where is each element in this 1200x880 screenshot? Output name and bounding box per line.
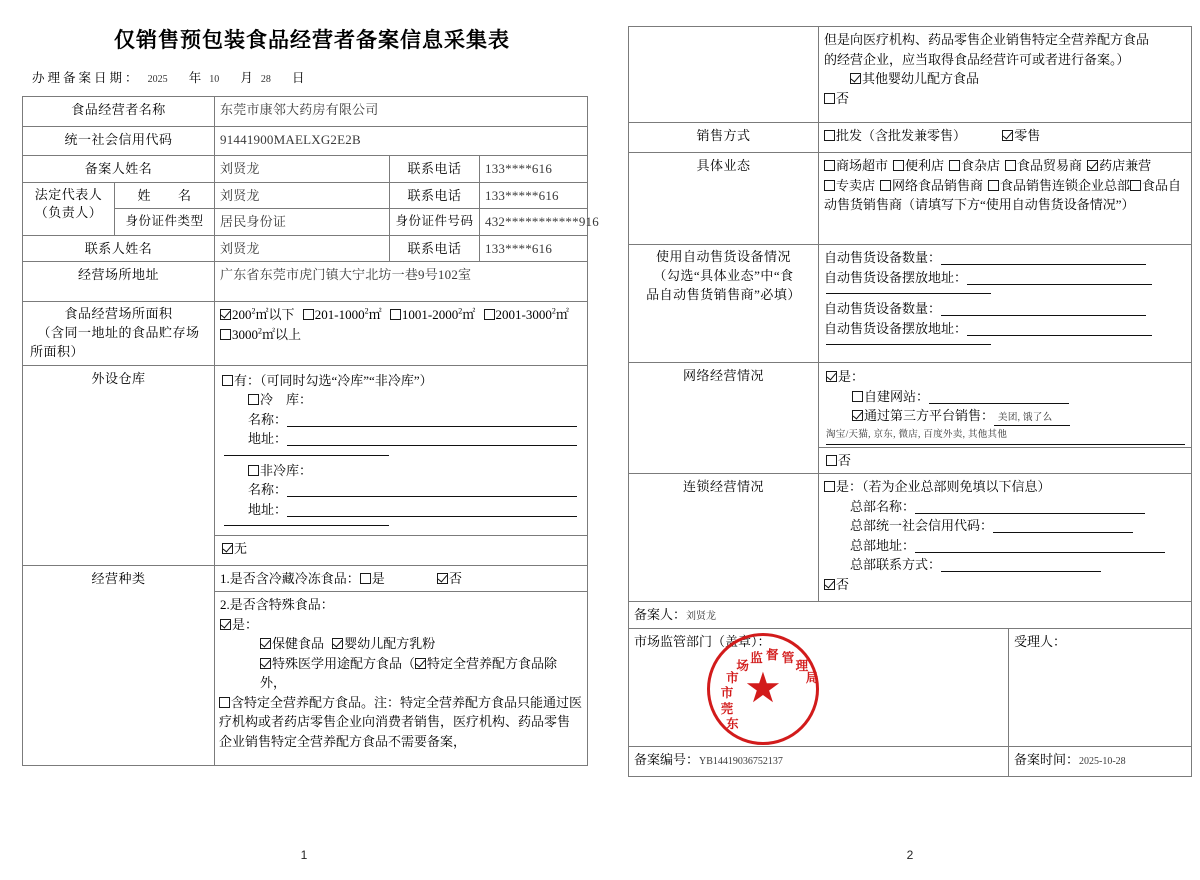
continuation-line-2: 的经营企业，应当取得食品经营许可或者进行备案。） bbox=[824, 51, 1130, 67]
format-option-trader[interactable]: 食品贸易商 bbox=[1005, 156, 1082, 176]
page-2 bbox=[620, 0, 1200, 880]
filer-signature-cell bbox=[629, 602, 1192, 629]
checkbox-icon[interactable] bbox=[880, 180, 891, 191]
sales-mode-retail[interactable]: 零售 bbox=[1002, 126, 1040, 146]
area-option-200[interactable]: $200^2㎡$以下 bbox=[220, 305, 295, 325]
table-row-sales-mode bbox=[629, 123, 1192, 153]
vending-count-input-1[interactable] bbox=[941, 251, 1146, 265]
id-type-label: 身份证件类型 bbox=[115, 209, 215, 236]
record-time-label: 备案时间： bbox=[1014, 751, 1080, 767]
filing-date-line bbox=[32, 68, 594, 86]
checkbox-icon[interactable] bbox=[1087, 160, 1098, 171]
table-row-credit-code bbox=[23, 127, 588, 156]
operator-name-label: 食品经营者名称 bbox=[23, 97, 215, 127]
online-no-option[interactable]: 否 bbox=[819, 447, 1191, 474]
record-time-value: 2025-10-28 bbox=[1079, 755, 1126, 767]
filing-date-label: 办理备案日期： bbox=[32, 71, 141, 85]
warehouse-cold-addr-rule bbox=[224, 454, 389, 456]
checkbox-icon[interactable] bbox=[824, 160, 835, 171]
q2-infant-formula[interactable]: 婴幼儿配方乳粉 bbox=[332, 634, 435, 654]
checkbox-icon[interactable] bbox=[826, 371, 837, 382]
vending-addr-2: 自动售货设备摆放地址： bbox=[824, 319, 1186, 339]
table-row-contact bbox=[23, 235, 588, 262]
id-number-value: 432***********916 bbox=[480, 209, 588, 236]
id-number-label: 身份证件号码 bbox=[390, 209, 480, 236]
checkbox-icon[interactable] bbox=[222, 543, 233, 554]
table-row-filer bbox=[23, 156, 588, 183]
q2-sub-row1 bbox=[220, 634, 582, 654]
warehouse-has-option[interactable]: 有：（可同时勾选“冷库”“非冷库”） bbox=[222, 371, 581, 391]
checkbox-icon[interactable] bbox=[484, 309, 495, 320]
format-option-online[interactable]: 网络食品销售商 bbox=[880, 176, 983, 196]
id-type-value: 居民身份证 bbox=[215, 209, 390, 236]
checkbox-icon[interactable] bbox=[893, 160, 904, 171]
sales-mode-wholesale[interactable]: 批发（含批发兼零售） bbox=[824, 126, 966, 146]
format-option-vending[interactable]: 食品自动售货销售商（请填写下方“使用自动售货设备情况”） bbox=[824, 177, 1182, 212]
chain-yes-option[interactable]: 是：（若为企业总部则免填以下信息） bbox=[824, 477, 1186, 497]
chain-hq-contact: 总部联系方式： bbox=[824, 555, 1186, 575]
warehouse-none-option[interactable]: 无 bbox=[215, 535, 587, 562]
vending-rule-2 bbox=[826, 343, 991, 345]
day-char: 日 bbox=[292, 71, 305, 85]
seal-star-icon: ★ bbox=[744, 665, 782, 712]
credit-code-value: 91441900MAELXG2E2B bbox=[215, 127, 588, 156]
authority-cell bbox=[629, 628, 1009, 746]
checkbox-icon[interactable] bbox=[260, 638, 271, 649]
acceptor-cell bbox=[1009, 628, 1192, 746]
warehouse-has-block bbox=[215, 366, 587, 536]
checkbox-icon[interactable] bbox=[1005, 160, 1016, 171]
q2-special-included[interactable]: 含特定全营养配方食品。注：特定全营养配方食品只能通过医疗机构或者药店零售企业向消费者销售，医疗机构、药品零售企业销售特定全营养配方食品不需要备案， bbox=[219, 694, 583, 749]
checkbox-icon[interactable] bbox=[415, 658, 426, 669]
table-row-operator-name bbox=[23, 97, 588, 127]
checkbox-icon[interactable] bbox=[248, 465, 259, 476]
warehouse-noncold-addr-rule bbox=[224, 524, 389, 526]
checkbox-icon[interactable] bbox=[852, 391, 863, 402]
table-row-authority bbox=[629, 628, 1192, 746]
address-label: 经营场所地址 bbox=[23, 262, 215, 302]
checkbox-icon[interactable] bbox=[824, 180, 835, 191]
chain-cell bbox=[819, 474, 1192, 602]
page-number-1: 1 bbox=[300, 848, 308, 862]
checkbox-icon[interactable] bbox=[824, 481, 835, 492]
record-no-cell bbox=[629, 746, 1009, 776]
checkbox-icon[interactable] bbox=[852, 410, 863, 421]
warehouse-cold-name: 名称： bbox=[222, 410, 581, 430]
warehouse-cold-option[interactable]: 冷 库： bbox=[222, 390, 581, 410]
format-option-mall[interactable]: 商场超市 bbox=[824, 156, 888, 176]
page-number-2: 2 bbox=[906, 848, 914, 862]
page1-form-table bbox=[22, 96, 599, 766]
table-row-address bbox=[23, 262, 588, 302]
q2-health-food[interactable]: 保健食品 bbox=[260, 634, 324, 654]
record-no-label: 备案编号： bbox=[634, 751, 700, 767]
table-row-chain bbox=[629, 474, 1192, 602]
table-row-continuation bbox=[629, 27, 1192, 123]
q1-no[interactable]: 否 bbox=[437, 569, 462, 589]
vending-rule-1 bbox=[826, 292, 991, 294]
filer-phone-value: 133****616 bbox=[480, 156, 588, 183]
credit-code-label: 统一社会信用代码 bbox=[23, 127, 215, 156]
checkbox-icon[interactable] bbox=[949, 160, 960, 171]
q2-no-option[interactable]: 否 bbox=[824, 89, 1186, 109]
checkbox-icon[interactable] bbox=[360, 573, 371, 584]
format-option-grocery[interactable]: 食杂店 bbox=[949, 156, 1000, 176]
contact-name-label: 联系人姓名 bbox=[23, 235, 215, 262]
format-option-specialty[interactable]: 专卖店 bbox=[824, 176, 875, 196]
table-row-record-info bbox=[629, 746, 1192, 776]
online-label: 网络经营情况 bbox=[629, 363, 819, 474]
vending-addr-1: 自动售货设备摆放地址： bbox=[824, 268, 1186, 288]
online-platform-note: 淘宝/天猫, 京东, 微店, 百度外卖, 其他其他 bbox=[826, 428, 1185, 444]
checkbox-icon[interactable] bbox=[826, 455, 837, 466]
legal-name-label: 姓 名 bbox=[115, 182, 215, 209]
filer-name-label: 备案人姓名 bbox=[23, 156, 215, 183]
chain-hq-addr: 总部地址： bbox=[824, 536, 1186, 556]
vending-label bbox=[629, 245, 819, 363]
area-option-3000-above[interactable]: 3000$^2$㎡以上 bbox=[220, 325, 301, 345]
format-cell bbox=[819, 153, 1192, 245]
area-label-line3: 所面积） bbox=[30, 343, 85, 359]
checkbox-icon[interactable] bbox=[222, 375, 233, 386]
legal-phone-value: 133*****616 bbox=[480, 182, 588, 209]
warehouse-noncold-name: 名称： bbox=[222, 480, 581, 500]
legal-rep-label-line1: 法定代表人 bbox=[34, 186, 103, 202]
area-option-1001-2000[interactable]: 1001-2000$^2$㎡ bbox=[390, 305, 475, 325]
seal-text-ring: 东 莞 市 市 场 监 督 管 理 局 bbox=[720, 647, 819, 731]
table-row-vending bbox=[629, 245, 1192, 363]
q1-text: 1.是否含冷藏冷冻食品： bbox=[220, 570, 360, 586]
chain-hq-name-input[interactable] bbox=[915, 500, 1145, 514]
checkbox-icon[interactable] bbox=[850, 73, 861, 84]
checkbox-icon[interactable] bbox=[248, 394, 259, 405]
checkbox-icon[interactable] bbox=[220, 309, 231, 320]
continuation-empty-label bbox=[629, 27, 819, 123]
vending-count-2: 自动售货设备数量： bbox=[824, 299, 1186, 319]
filer-name-value: 刘贤龙 bbox=[215, 156, 390, 183]
page-title: 仅销售预包装食品经营者备案信息采集表 bbox=[114, 28, 510, 52]
month-char: 月 bbox=[240, 71, 253, 85]
q2-medical-purpose[interactable]: 特殊医学用途配方食品（ bbox=[260, 656, 415, 671]
table-row-filer-signature bbox=[629, 602, 1192, 629]
q2-text: 2.是否含特殊食品： bbox=[220, 597, 334, 613]
checkbox-icon[interactable] bbox=[824, 130, 835, 141]
warehouse-noncold-addr-input[interactable] bbox=[287, 503, 577, 517]
warehouse-cold-addr-input[interactable] bbox=[287, 432, 577, 446]
vending-addr-input-1[interactable] bbox=[967, 271, 1152, 285]
vending-addr-input-2[interactable] bbox=[967, 322, 1152, 336]
checkbox-icon[interactable] bbox=[437, 573, 448, 584]
legal-name-value: 刘贤龙 bbox=[215, 182, 390, 209]
contact-name-value: 刘贤龙 bbox=[215, 235, 390, 262]
warehouse-noncold-name-input[interactable] bbox=[287, 483, 577, 497]
warehouse-cell bbox=[215, 365, 588, 565]
online-thirdparty-option[interactable]: 通过第三方平台销售： 美团, 饿了么 bbox=[826, 406, 1185, 426]
vending-label-line2: （勾选“具体业态”中“食 bbox=[653, 267, 794, 283]
year-char: 年 bbox=[188, 71, 202, 85]
continuation-cell bbox=[819, 27, 1192, 123]
contact-phone-value: 133****616 bbox=[480, 235, 588, 262]
chain-no-option[interactable]: 否 bbox=[824, 575, 1186, 595]
official-seal-icon bbox=[707, 633, 819, 745]
checkbox-icon[interactable] bbox=[303, 309, 314, 320]
table-row-online bbox=[629, 363, 1192, 474]
online-selfsite-option[interactable]: 自建网站： bbox=[826, 387, 1185, 407]
warehouse-cold-addr: 地址： bbox=[222, 429, 581, 449]
biz-type-label: 经营种类 bbox=[23, 565, 215, 766]
acceptor-label: 受理人： bbox=[1014, 633, 1067, 649]
contact-phone-label: 联系电话 bbox=[390, 235, 480, 262]
q2-medical-block bbox=[220, 654, 582, 693]
area-option-201-1000[interactable]: 201-1000$^2$㎡ bbox=[303, 305, 382, 325]
warehouse-noncold-option[interactable]: 非冷库： bbox=[222, 461, 581, 481]
table-row-biz-type bbox=[23, 565, 588, 592]
filer-signature-label: 备案人： bbox=[634, 607, 687, 622]
area-label-line2: （含同一地址的食品贮存场 bbox=[37, 324, 200, 340]
chain-hq-code: 总部统一社会信用代码： bbox=[824, 516, 1186, 536]
checkbox-icon[interactable] bbox=[1002, 130, 1013, 141]
vending-label-line3: 品自动售货销售商”必填） bbox=[646, 286, 801, 302]
vending-count-input-2[interactable] bbox=[941, 302, 1146, 316]
format-label: 具体业态 bbox=[629, 153, 819, 245]
checkbox-icon[interactable] bbox=[824, 579, 835, 590]
q2-special-excluded[interactable]: 特定全营养配方食品除外， bbox=[260, 655, 558, 691]
online-selfsite-input[interactable] bbox=[929, 390, 1069, 404]
authority-label: 市场监管部门（盖章）： bbox=[634, 633, 771, 649]
chain-hq-name: 总部名称： bbox=[824, 497, 1186, 517]
checkbox-icon[interactable] bbox=[988, 180, 999, 191]
chain-hq-code-input[interactable] bbox=[993, 519, 1133, 533]
chain-hq-contact-input[interactable] bbox=[941, 558, 1101, 572]
table-row-legal-rep-name bbox=[23, 182, 588, 209]
checkbox-icon[interactable] bbox=[390, 309, 401, 320]
vending-label-line1: 使用自动售货设备情况 bbox=[655, 249, 791, 264]
q1-yes[interactable]: 是 bbox=[360, 569, 385, 589]
continuation-line-1: 但是向医疗机构、药品零售企业销售特定全营养配方食品 bbox=[824, 32, 1150, 47]
record-no-value: YB14419036752137 bbox=[699, 755, 783, 767]
area-options-cell bbox=[215, 302, 588, 366]
q1-cell bbox=[215, 565, 588, 592]
filer-phone-label: 联系电话 bbox=[390, 156, 480, 183]
online-yes-option[interactable]: 是： bbox=[826, 367, 1185, 387]
filing-date-month: 10 bbox=[209, 74, 220, 85]
format-option-pharmacy[interactable]: 药店兼营 bbox=[1087, 158, 1151, 173]
filing-date-day: 28 bbox=[260, 74, 271, 85]
warehouse-noncold-addr: 地址： bbox=[222, 500, 581, 520]
checkbox-icon[interactable] bbox=[220, 619, 231, 630]
area-label-line1: 食品经营场所面积 bbox=[64, 306, 173, 321]
legal-phone-label: 联系电话 bbox=[390, 182, 480, 209]
table-row-area bbox=[23, 302, 588, 366]
sales-mode-label: 销售方式 bbox=[629, 123, 819, 153]
table-row-warehouse bbox=[23, 365, 588, 565]
chain-label: 连锁经营情况 bbox=[629, 474, 819, 602]
vending-count-1: 自动售货设备数量： bbox=[824, 248, 1186, 268]
checkbox-icon[interactable] bbox=[332, 638, 343, 649]
chain-hq-addr-input[interactable] bbox=[915, 539, 1165, 553]
page2-form-table bbox=[628, 26, 1192, 777]
legal-rep-label-line2: （负责人） bbox=[34, 205, 103, 221]
other-infant-formula-option[interactable]: 其他婴幼儿配方食品 bbox=[824, 69, 1186, 89]
warehouse-cold-name-input[interactable] bbox=[287, 413, 577, 427]
record-time-cell bbox=[1009, 746, 1192, 776]
checkbox-icon[interactable] bbox=[260, 658, 271, 669]
warehouse-label: 外设仓库 bbox=[23, 365, 215, 565]
operator-name-value: 东莞市康邻大药房有限公司 bbox=[215, 97, 588, 127]
online-thirdparty-value[interactable]: 美团, 饿了么 bbox=[994, 411, 1070, 426]
legal-rep-label bbox=[23, 182, 115, 235]
checkbox-icon[interactable] bbox=[824, 93, 835, 104]
filing-date-year: 2025 bbox=[147, 74, 168, 85]
table-row-format bbox=[629, 153, 1192, 245]
sales-mode-cell bbox=[819, 123, 1192, 153]
q2-yes[interactable]: 是： bbox=[220, 615, 582, 635]
area-label bbox=[23, 302, 215, 366]
checkbox-icon[interactable] bbox=[1130, 180, 1141, 191]
filer-signature-value: 刘贤龙 bbox=[686, 611, 717, 622]
page-1 bbox=[14, 0, 599, 880]
vending-cell bbox=[819, 245, 1192, 363]
checkbox-icon[interactable] bbox=[219, 697, 230, 708]
area-option-2001-3000[interactable]: 2001-3000$^2$㎡ bbox=[484, 305, 569, 325]
format-option-chain-hq[interactable]: 食品销售连锁企业总部 bbox=[988, 178, 1130, 193]
online-cell bbox=[819, 363, 1192, 474]
checkbox-icon[interactable] bbox=[220, 329, 231, 340]
q2-cell bbox=[215, 592, 588, 766]
address-value: 广东省东莞市虎门镇大宁北坊一巷9号102室 bbox=[215, 262, 588, 302]
format-option-convenience[interactable]: 便利店 bbox=[893, 156, 944, 176]
